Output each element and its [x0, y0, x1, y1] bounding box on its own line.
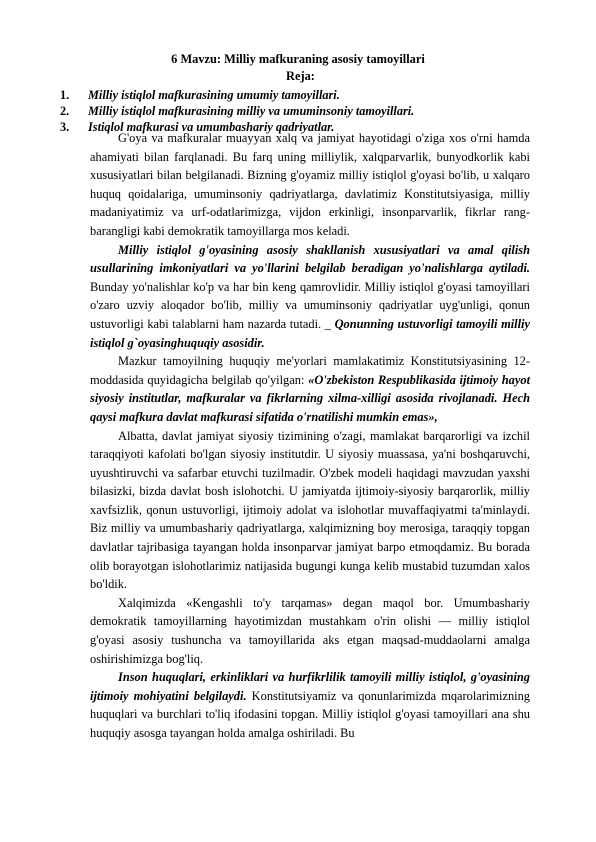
emphasized-text: «O'zbekiston Respublikasida ijtimoiy hayot siyosiy institutlar, mafkuralar va fikrlarning xilma-xilligi asosida rivojlanadi. Hech qaysi mafkura davlat mafkurasi sifatida o'rnatilishi mumkin emas»,	[90, 372, 531, 424]
paragraph-text: Bunday yo'nalishlar ko'p va har bin keng qamrovlidir. Milliy istiqlol g'oyasi tamoyillari o'zaro uzviy aloqador bo'lib, milliy va umuminsoniy qadriyatlar uyg'unligi, qonun ustuvorligi kabi talablarni ham nazarda tutadi. _	[90, 279, 530, 331]
paragraph	[90, 668, 530, 742]
paragraph-text: Mazkur tamoyilning huquqiy me'yorlari mamlakatimiz Konstitutsiyasining 12-moddasida quyidagicha belgilab qo'yilgan:	[90, 354, 530, 387]
plan-list	[60, 87, 530, 135]
paragraph	[90, 352, 530, 426]
plan-item-text: Milliy istiqlol mafkurasining umumiy tamoyillari.	[88, 88, 340, 102]
paragraph	[90, 241, 530, 353]
document-body	[90, 129, 530, 743]
emphasized-text: Inson huquqlari, erkinliklari va hurfikrlilik tamoyili milliy istiqlol, g'oyasining ijtimoiy mohiyatini belgilaydi.	[90, 670, 530, 703]
paragraph	[90, 129, 530, 241]
plan-item-text: Istiqlol mafkurasi va umumbashariy qadriyatlar.	[88, 120, 335, 134]
emphasized-text: Qonunning ustuvorligi tamoyili milliy istiqlol g`oyasinghuquqiy asosidir.	[90, 316, 530, 350]
plan-item	[60, 87, 530, 103]
paragraph-text: Xalqimizda «Kengashli to'y tarqamas» degan maqol bor. Umumbashariy demokratik tamoyillarning hayotimizdan mustahkam o'rin olishi — milliy istiqlol g'oyasi asosiy tushuncha va tamoyillarida aks etgan maqsad-muddaolarni amalga oshirishimizga bog'liq.	[90, 595, 530, 666]
paragraph	[90, 427, 530, 594]
paragraph-text: Albatta, davlat jamiyat siyosiy tizimining o'zagi, mamlakat barqarorligi va izchil taraqqiyoti kafolati bo'lgan siyosiy institutdir. U siyosiy muassasa, ya'ni boshqaruvchi, uyushtiruvchi va safarbar etuvchi tuzilmadir. O'zbek modeli haqidagi mavzudan yaxshi bilasizki, bizda davlat bosh islohotchi. U jamiyatda ijtimoiy-siyosiy barqarorlik, milliy xavfsizlik, qonun ustuvorligi, ijtimoiy adolat va islohotlar muvaffaqiyatmi ta'minlaydi. Biz milliy va umumbashariy qadriyatlarga, xalqimizning boy merosiga, taraqqiy topgan davlatlar tajribasiga tayangan holda insonparvar jamiyat barpo etmoqdamiz. Bu borada olib borayotgan islohotlarimiz natijasida bugungi kunga kelib mustabid tuzumdan xalos bo'ldik.	[90, 428, 530, 592]
paragraph	[90, 594, 530, 668]
plan-item-number: 3.	[60, 120, 70, 134]
plan-item	[60, 103, 530, 119]
page-title: 6 Mavzu: Milliy mafkuraning asosiy tamoyillari	[171, 52, 425, 66]
emphasized-text: Milliy istiqlol g'oyasining asosiy shakllanish xususiyatlari va amal qilish usullarining imkoniyatlari va yo'llarini belgilab beradigan yo'nalishlarga aytiladi.	[90, 242, 530, 276]
plan-heading: Reja:	[286, 69, 315, 83]
paragraph-text: G'oya va mafkuralar muayyan xalq va jamiyat hayotidagi o'ziga xos o'rni hamda ahamiyati bilan farqlanadi. Bu farq uning milliylik, xalqparvarlik, bunyodkorlik kabi xususiyatlari bilan belgilanadi. Bizning g'oyamiz milliy istiqlol g'oyasi bo'lib, u xalqaro huquq qoidalariga, umuminsoniy qadriyatlarga, davlatimiz Konstitutsiyasiga, milliy madaniyatimiz va urf-odatlarimizga, vijdon erkinligi, insonparvarlik, fikrlar rang-barangligi kabi demokratik tamoyillarga mos keladi.	[90, 131, 530, 238]
plan-item-number: 1.	[60, 88, 70, 102]
paragraph-text: Konstitutsiyamiz va qonunlarimizda mqarolarimizning huquqlari va burchlari to'liq ifodasini topgan. Milliy istiqlol g'oyasi tamoyillari ana shu huquqiy asosga tayangan holda amalga oshiriladi. Bu	[90, 688, 530, 740]
plan-item-text: Milliy istiqlol mafkurasining milliy va umuminsoniy tamoyillari.	[88, 104, 415, 118]
plan-item-number: 2.	[60, 104, 70, 118]
